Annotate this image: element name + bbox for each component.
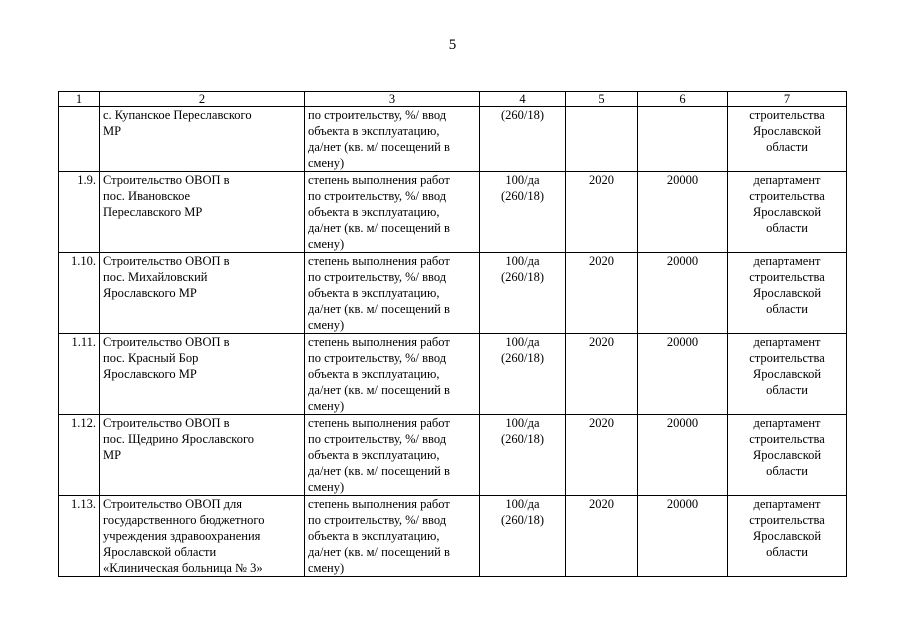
executor-cell — [728, 415, 847, 496]
cell-line: по строительству, %/ ввод — [308, 270, 447, 284]
cell-line: департамент — [753, 335, 821, 349]
cell-line: области — [766, 140, 808, 154]
amount-cell — [638, 107, 728, 172]
cell-line: (260/18) — [500, 270, 545, 284]
cell-line: объекта в эксплуатацию, — [308, 367, 440, 381]
column-header: 3 — [305, 92, 480, 107]
row-number-cell — [59, 107, 100, 172]
year-cell: 2020 — [566, 334, 638, 415]
column-header: 5 — [566, 92, 638, 107]
cell-line: строительства — [749, 108, 825, 122]
cell-line: 100/да — [505, 173, 540, 187]
cell-line: (260/18) — [500, 351, 545, 365]
cell-line: объекта в эксплуатацию, — [308, 124, 440, 138]
cell-line: строительства — [749, 270, 825, 284]
column-header: 4 — [480, 92, 566, 107]
cell-line: 100/да — [505, 497, 540, 511]
cell-line: смену) — [308, 399, 345, 413]
table-row — [59, 253, 847, 334]
cell-line: пос. Красный Бор — [103, 351, 199, 365]
executor-cell — [728, 496, 847, 577]
cell-line: Строительство ОВОП в — [103, 335, 230, 349]
cell-line: Ярославского МР — [103, 286, 197, 300]
executor-cell — [728, 172, 847, 253]
table-row — [59, 107, 847, 172]
indicator-cell — [305, 334, 480, 415]
target-value-cell — [480, 172, 566, 253]
target-value-cell — [480, 253, 566, 334]
cell-line: МР — [103, 448, 122, 462]
target-value-cell — [480, 107, 566, 172]
program-table — [58, 91, 847, 577]
indicator-cell — [305, 107, 480, 172]
cell-line: да/нет (кв. м/ посещений в — [308, 221, 450, 235]
cell-line: объекта в эксплуатацию, — [308, 448, 440, 462]
cell-line: строительства — [749, 189, 825, 203]
cell-line: по строительству, %/ ввод — [308, 189, 447, 203]
row-number-cell: 1.11. — [59, 334, 100, 415]
cell-line: да/нет (кв. м/ посещений в — [308, 140, 450, 154]
indicator-cell — [305, 415, 480, 496]
row-number-cell: 1.13. — [59, 496, 100, 577]
cell-line: с. Купанское Переславского — [103, 108, 252, 122]
cell-line: пос. Щедрино Ярославского — [103, 432, 255, 446]
cell-line: Ярославской — [752, 205, 822, 219]
cell-line: 100/да — [505, 416, 540, 430]
cell-line: строительства — [749, 432, 825, 446]
year-cell: 2020 — [566, 172, 638, 253]
cell-line: строительства — [749, 513, 825, 527]
object-name-cell — [100, 334, 305, 415]
amount-cell: 20000 — [638, 415, 728, 496]
cell-line: области — [766, 545, 808, 559]
cell-line: Строительство ОВОП в — [103, 254, 230, 268]
cell-line: строительства — [749, 351, 825, 365]
executor-cell — [728, 334, 847, 415]
cell-line: пос. Михайловский — [103, 270, 208, 284]
cell-line: учреждения здравоохранения — [103, 529, 261, 543]
object-name-cell — [100, 172, 305, 253]
table-row — [59, 415, 847, 496]
target-value-cell — [480, 334, 566, 415]
cell-line: Ярославской — [752, 367, 822, 381]
cell-line: смену) — [308, 318, 345, 332]
cell-line: 100/да — [505, 254, 540, 268]
cell-line: объекта в эксплуатацию, — [308, 286, 440, 300]
column-header: 7 — [728, 92, 847, 107]
page-number: 5 — [448, 37, 457, 53]
cell-line: Строительство ОВОП для — [103, 497, 243, 511]
cell-line: по строительству, %/ ввод — [308, 432, 447, 446]
cell-line: да/нет (кв. м/ посещений в — [308, 464, 450, 478]
cell-line: объекта в эксплуатацию, — [308, 529, 440, 543]
cell-line: Ярославского МР — [103, 367, 197, 381]
cell-line: по строительству, %/ ввод — [308, 351, 447, 365]
table-row — [59, 496, 847, 577]
cell-line: смену) — [308, 237, 345, 251]
amount-cell: 20000 — [638, 253, 728, 334]
cell-line: департамент — [753, 416, 821, 430]
year-cell: 2020 — [566, 253, 638, 334]
cell-line: 100/да — [505, 335, 540, 349]
cell-line: МР — [103, 124, 122, 138]
cell-line: объекта в эксплуатацию, — [308, 205, 440, 219]
cell-line: степень выполнения работ — [308, 416, 450, 430]
column-header: 2 — [100, 92, 305, 107]
cell-line: степень выполнения работ — [308, 497, 450, 511]
cell-line: смену) — [308, 480, 345, 494]
cell-line: по строительству, %/ ввод — [308, 108, 447, 122]
cell-line: Ярославской — [752, 529, 822, 543]
row-number-cell: 1.12. — [59, 415, 100, 496]
header-row — [59, 92, 847, 107]
cell-line: (260/18) — [500, 108, 545, 122]
table-row — [59, 334, 847, 415]
year-cell — [566, 107, 638, 172]
cell-line: департамент — [753, 497, 821, 511]
target-value-cell — [480, 415, 566, 496]
cell-line: да/нет (кв. м/ посещений в — [308, 545, 450, 559]
cell-line: (260/18) — [500, 432, 545, 446]
cell-line: по строительству, %/ ввод — [308, 513, 447, 527]
cell-line: области — [766, 302, 808, 316]
amount-cell: 20000 — [638, 334, 728, 415]
cell-line: Переславского МР — [103, 205, 203, 219]
cell-line: степень выполнения работ — [308, 173, 450, 187]
object-name-cell — [100, 496, 305, 577]
object-name-cell — [100, 107, 305, 172]
indicator-cell — [305, 496, 480, 577]
year-cell: 2020 — [566, 496, 638, 577]
cell-line: (260/18) — [500, 189, 545, 203]
cell-line: Ярославской области — [103, 545, 217, 559]
cell-line: области — [766, 221, 808, 235]
cell-line: департамент — [753, 173, 821, 187]
cell-line: государственного бюджетного — [103, 513, 265, 527]
cell-line: «Клиническая больница № 3» — [103, 561, 263, 575]
cell-line: департамент — [753, 254, 821, 268]
cell-line: Ярославской — [752, 124, 822, 138]
row-number-cell: 1.9. — [59, 172, 100, 253]
cell-line: да/нет (кв. м/ посещений в — [308, 302, 450, 316]
cell-line: Строительство ОВОП в — [103, 173, 230, 187]
row-number-cell: 1.10. — [59, 253, 100, 334]
cell-line: да/нет (кв. м/ посещений в — [308, 383, 450, 397]
column-header: 6 — [638, 92, 728, 107]
cell-line: пос. Ивановское — [103, 189, 191, 203]
object-name-cell — [100, 253, 305, 334]
cell-line: Ярославской — [752, 286, 822, 300]
cell-line: области — [766, 383, 808, 397]
cell-line: Строительство ОВОП в — [103, 416, 230, 430]
cell-line: степень выполнения работ — [308, 254, 450, 268]
amount-cell: 20000 — [638, 172, 728, 253]
column-header: 1 — [59, 92, 100, 107]
cell-line: смену) — [308, 156, 345, 170]
table-row — [59, 172, 847, 253]
cell-line: (260/18) — [500, 513, 545, 527]
amount-cell: 20000 — [638, 496, 728, 577]
indicator-cell — [305, 253, 480, 334]
executor-cell — [728, 253, 847, 334]
object-name-cell — [100, 415, 305, 496]
cell-line: Ярославской — [752, 448, 822, 462]
cell-line: степень выполнения работ — [308, 335, 450, 349]
target-value-cell — [480, 496, 566, 577]
year-cell: 2020 — [566, 415, 638, 496]
cell-line: области — [766, 464, 808, 478]
cell-line: смену) — [308, 561, 345, 575]
indicator-cell — [305, 172, 480, 253]
executor-cell — [728, 107, 847, 172]
